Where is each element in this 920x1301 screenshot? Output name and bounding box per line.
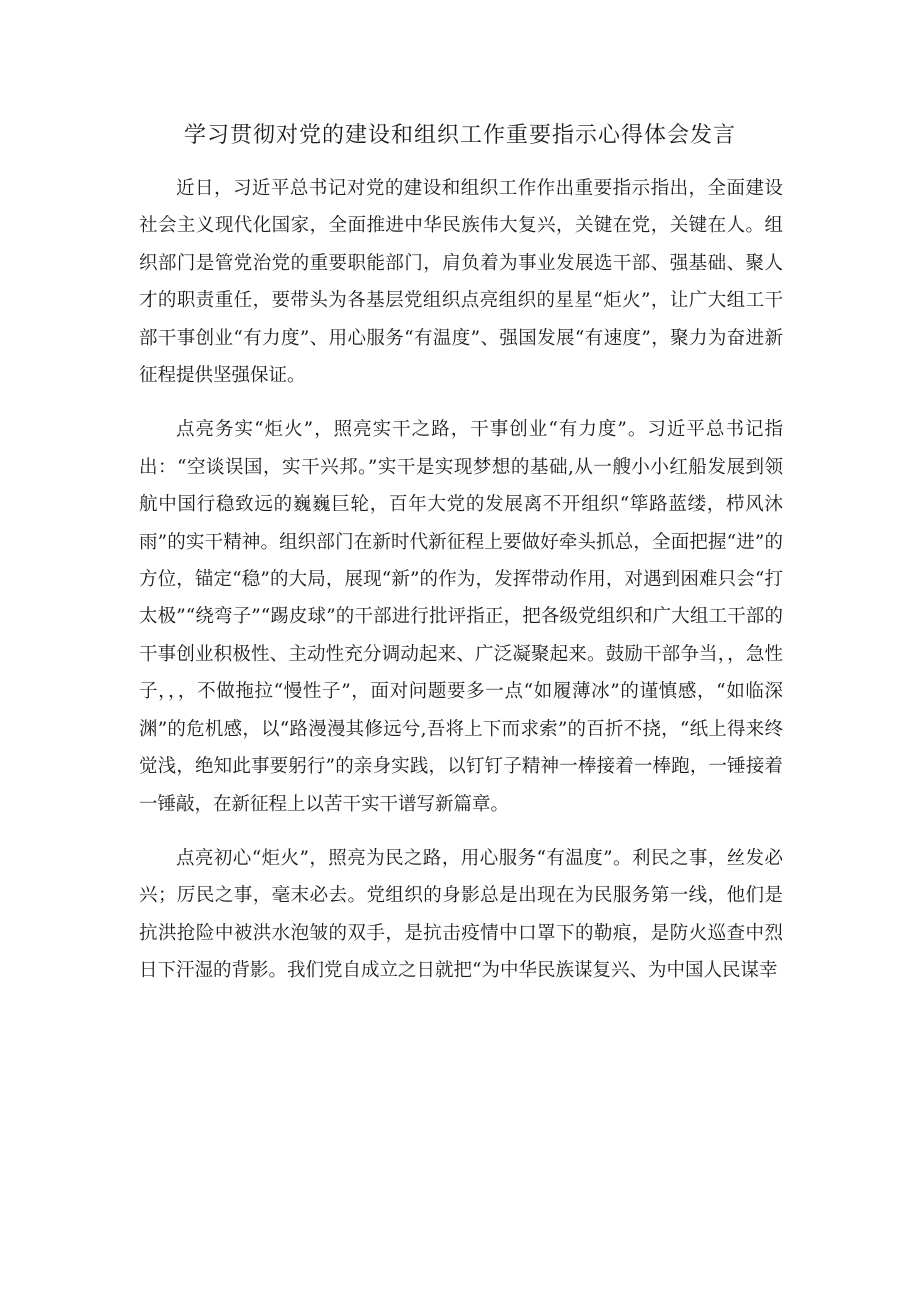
document-title: 学习贯彻对党的建设和组织工作重要指示心得体会发言: [183, 123, 736, 148]
paragraph-practical-torch: 点亮务实“炬火”，照亮实干之路，干事创业“有力度”。习近平总书记指出：“空谈误国，实干兴邦。”实干是实现梦想的基础,从一艘小小红船发展到领航中国行稳致远的巍巍巨轮，百年大党的发展离不开组织“筚路蓝缕，栉风沐雨”的实干精神。组织部门在新时代新征程上要做好牵头抓总，全面把握“进”的方位，锚定“稳”的大局，展现“新”的作为，发挥带动作用，对遇到困难只会“打太极”“绕弯子”“踢皮球”的干部进行批评指正，把各级党组织和广大组工干部的干事创业积极性、主动性充分调动起来、广泛凝聚起来。鼓励干部争当，，急性子，，，不做拖拉“慢性子”，面对问题要多一点“如履薄冰”的谨慎感，“如临深渊”的危机感，以“路漫漫其修远兮,吾将上下而求索”的百折不挠，“纸上得来终觉浅，绝知此事要躬行”的亲身实践，以钉钉子精神一棒接着一棒跑，一锤接着一锤敲，在新征程上以苦干实干谱写新篇章。: [139, 419, 783, 815]
paragraph-intro: 近日，习近平总书记对党的建设和组织工作作出重要指示指出，全面建设社会主义现代化国家，全面推进中华民族伟大复兴，关键在党，关键在人。组织部门是管党治党的重要职能部门，肩负着为事业发展选干部、强基础、聚人才的职责重任，要带头为各基层党组织点亮组织的星星“炬火”，让广大组工干部干事创业“有力度”、用心服务“有温度”、强国发展“有速度”，聚力为奋进新征程提供坚强保证。: [139, 178, 783, 387]
document-body: [139, 138, 783, 990]
paragraph-original-aspiration-torch: 点亮初心“炬火”，照亮为民之路，用心服务“有温度”。利民之事，丝发必兴；厉民之事，毫末必去。党组织的身影总是出现在为民服务第一线，他们是抗洪抢险中被洪水泡皱的双手，是抗击疫情中口罩下的勒痕，是防火巡查中烈日下汗湿的背影。我们党自成立之日就把“为中华民族谋复兴、为中国人民谋幸: [139, 847, 783, 982]
